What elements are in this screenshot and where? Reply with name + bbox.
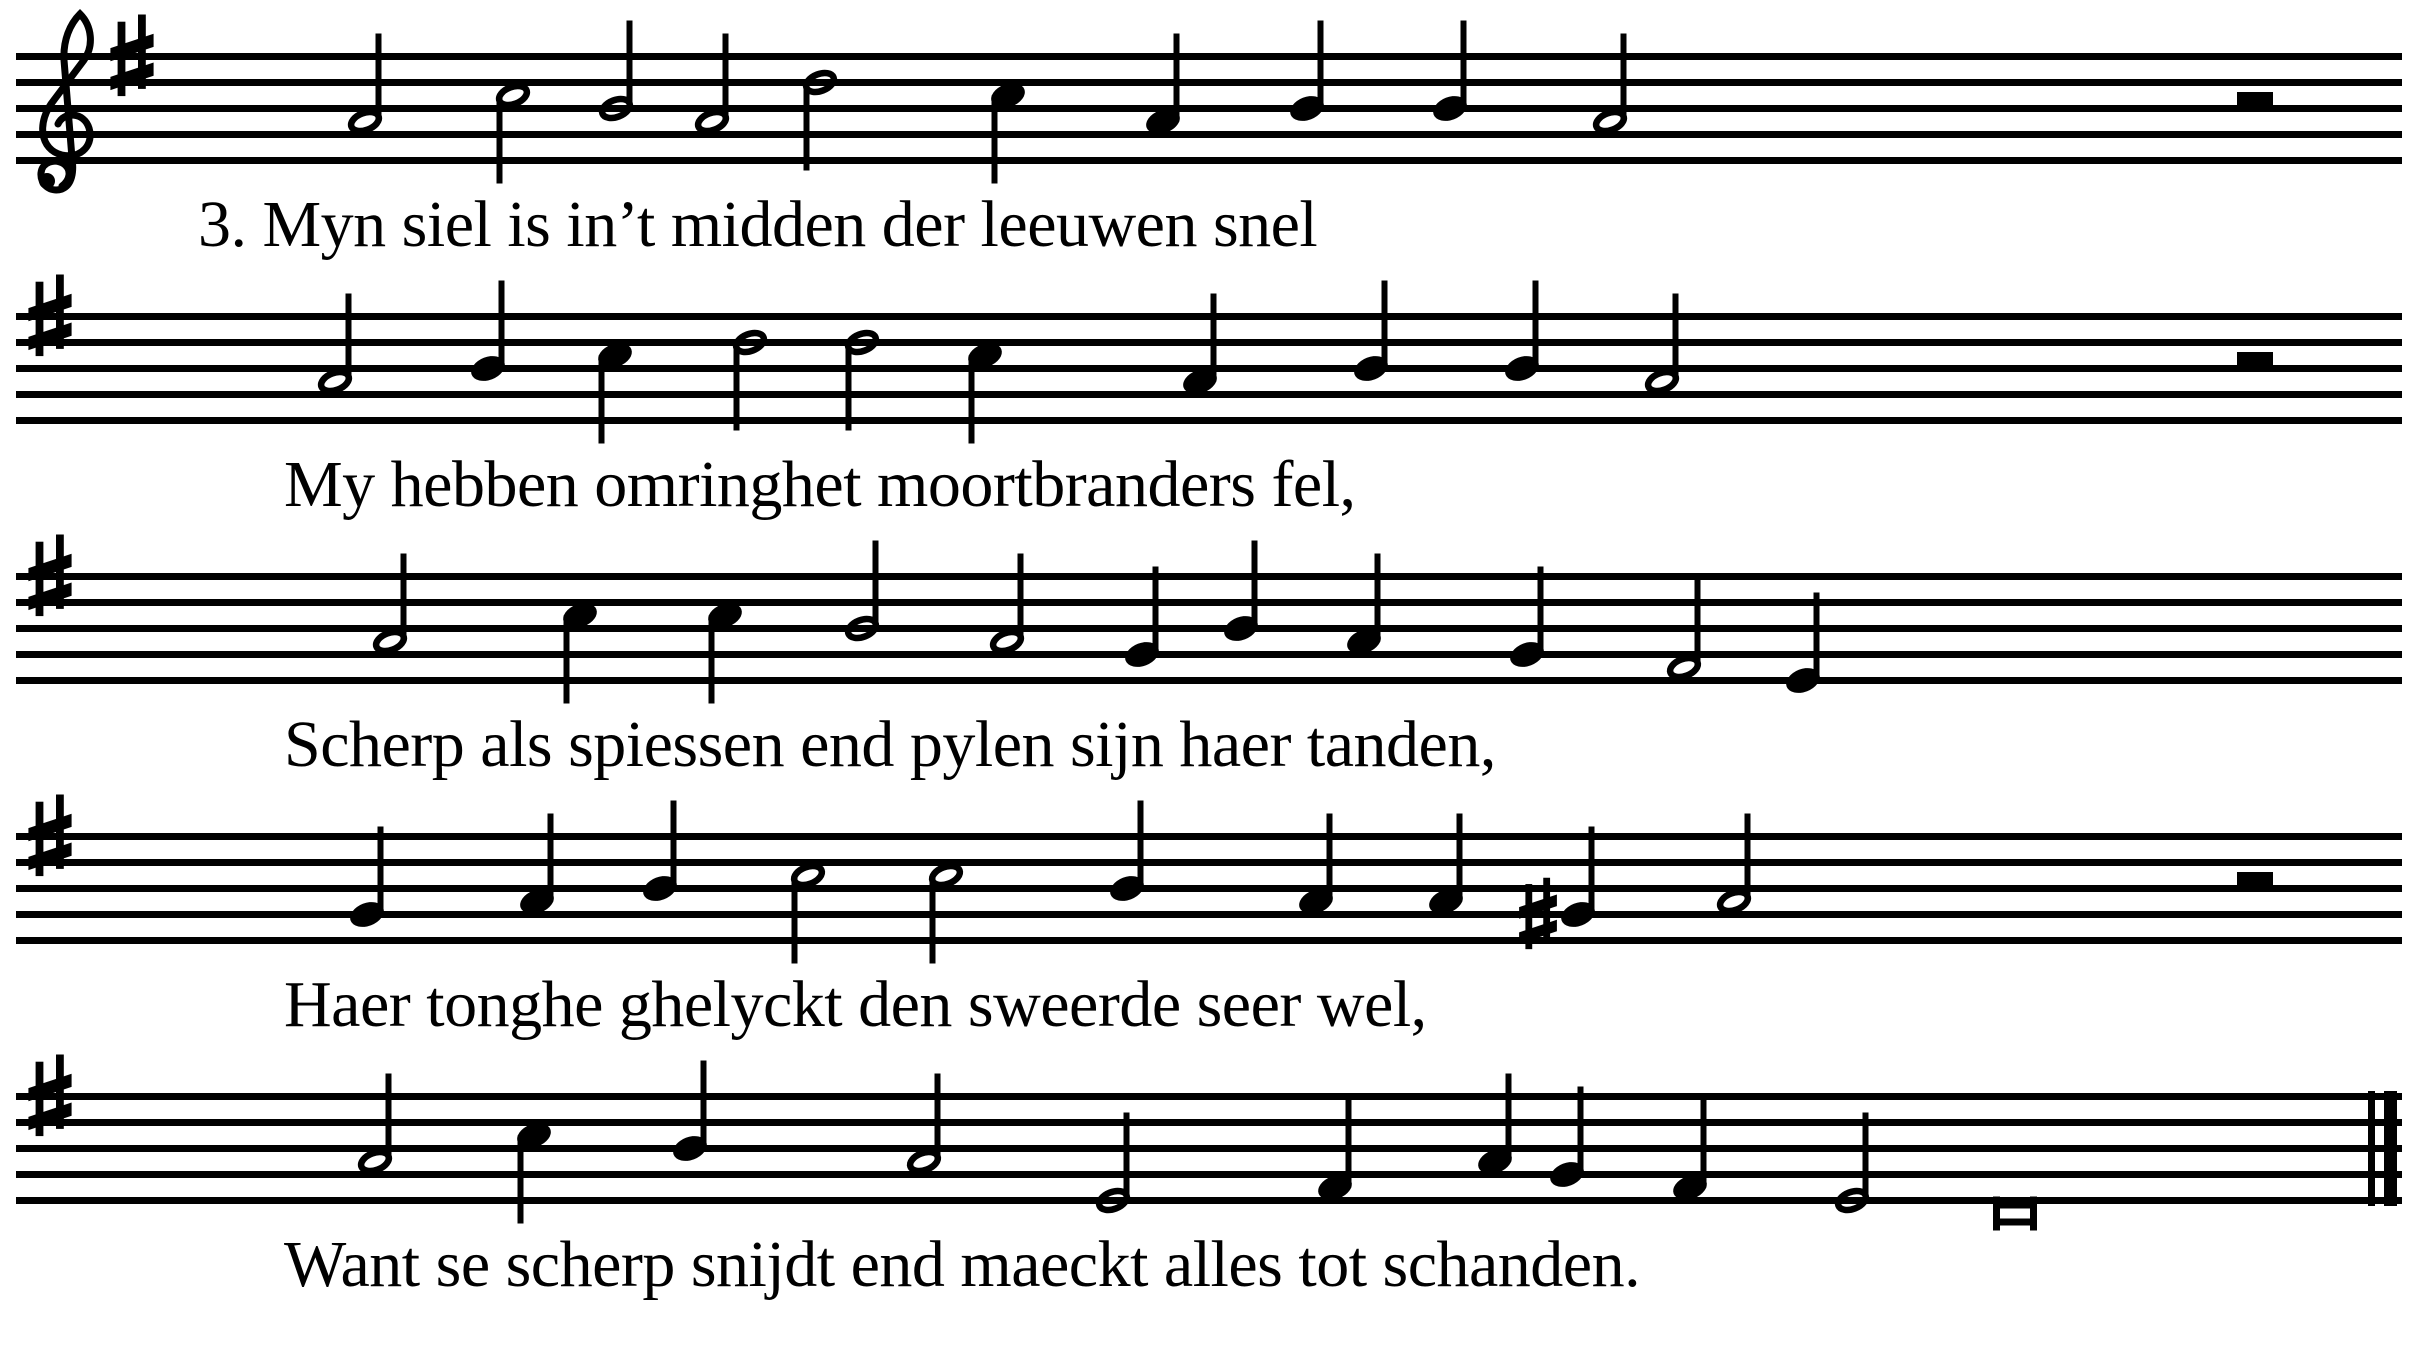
staff-line: [16, 885, 2402, 892]
staff-line: [16, 937, 2402, 944]
staff-line: [16, 417, 2402, 424]
lyric-line-4: Haer tonghe ghelyckt den sweerde seer wel,: [284, 968, 1427, 1041]
note-stem: [671, 801, 677, 889]
note-stem: [1318, 21, 1324, 109]
note-stem: [804, 83, 810, 171]
note-stem: [1701, 1100, 1707, 1188]
note-stem: [1124, 1113, 1130, 1201]
note-stem: [1533, 281, 1539, 369]
note-stem: [792, 876, 798, 964]
note-stem: [1538, 567, 1544, 655]
staff-line: [16, 859, 2402, 866]
note-stem: [1673, 294, 1679, 382]
note-stem: [873, 541, 879, 629]
staff-line: [16, 625, 2402, 632]
note-stem: [1589, 827, 1595, 915]
note-stem: [992, 96, 998, 184]
note-stem: [518, 1136, 524, 1224]
half-rest: [2237, 352, 2273, 369]
note-stem: [701, 1061, 707, 1149]
staff-line: [16, 1093, 2402, 1100]
breve-note: [1993, 1197, 2037, 1231]
note-stem: [846, 343, 852, 431]
staff-line: [16, 677, 2402, 684]
note-stem: [378, 827, 384, 915]
final-barline: [2368, 1091, 2375, 1206]
note-stem: [1578, 1087, 1584, 1175]
lyric-line-1: 3. Myn siel is in’t midden der leeuwen snel: [198, 188, 1318, 261]
staff-line: [16, 833, 2402, 840]
note-stem: [930, 876, 936, 964]
note-stem: [1211, 294, 1217, 382]
note-stem: [1745, 814, 1751, 902]
note-stem: [935, 1074, 941, 1162]
staff-line: [16, 599, 2402, 606]
note-stem: [1863, 1113, 1869, 1201]
half-rest: [2237, 92, 2273, 109]
staff-line: [16, 391, 2402, 398]
note-stem: [548, 814, 554, 902]
note-stem: [969, 356, 975, 444]
note-stem: [1695, 580, 1701, 668]
note-stem: [1327, 814, 1333, 902]
staff-line: [16, 157, 2402, 164]
staff-line: [16, 131, 2402, 138]
final-barline: [2384, 1091, 2397, 1206]
note-stem: [497, 96, 503, 184]
note-stem: [734, 343, 740, 431]
lyric-line-2: My hebben omringhet moortbranders fel,: [284, 448, 1356, 521]
note-stem: [1153, 567, 1159, 655]
note-stem: [499, 281, 505, 369]
staff-line: [16, 1119, 2402, 1126]
note-stem: [1375, 554, 1381, 642]
note-stem: [1346, 1100, 1352, 1188]
staff-line: [16, 1197, 2402, 1204]
staff-line: [16, 53, 2402, 60]
staff-line: [16, 79, 2402, 86]
note-stem: [376, 34, 382, 122]
staff-line: [16, 573, 2402, 580]
staff-line: [16, 339, 2402, 346]
note-stem: [401, 554, 407, 642]
note-stem: [564, 616, 570, 704]
staff-line: [16, 313, 2402, 320]
note-stem: [1814, 593, 1820, 681]
note-stem: [1174, 34, 1180, 122]
staff-line: [16, 651, 2402, 658]
note-stem: [346, 294, 352, 382]
note-stem: [1621, 34, 1627, 122]
note-stem: [1382, 281, 1388, 369]
note-stem: [1018, 554, 1024, 642]
note-stem: [1461, 21, 1467, 109]
note-stem: [1506, 1074, 1512, 1162]
note-stem: [1138, 801, 1144, 889]
half-rest: [2237, 872, 2273, 889]
lyric-line-3: Scherp als spiessen end pylen sijn haer tanden,: [284, 708, 1496, 781]
note-stem: [723, 34, 729, 122]
note-stem: [599, 356, 605, 444]
lyric-line-5: Want se scherp snijdt end maeckt alles tot schanden.: [284, 1228, 1641, 1301]
note-stem: [1252, 541, 1258, 629]
note-stem: [386, 1074, 392, 1162]
note-stem: [627, 21, 633, 109]
note-stem: [709, 616, 715, 704]
note-stem: [1457, 814, 1463, 902]
